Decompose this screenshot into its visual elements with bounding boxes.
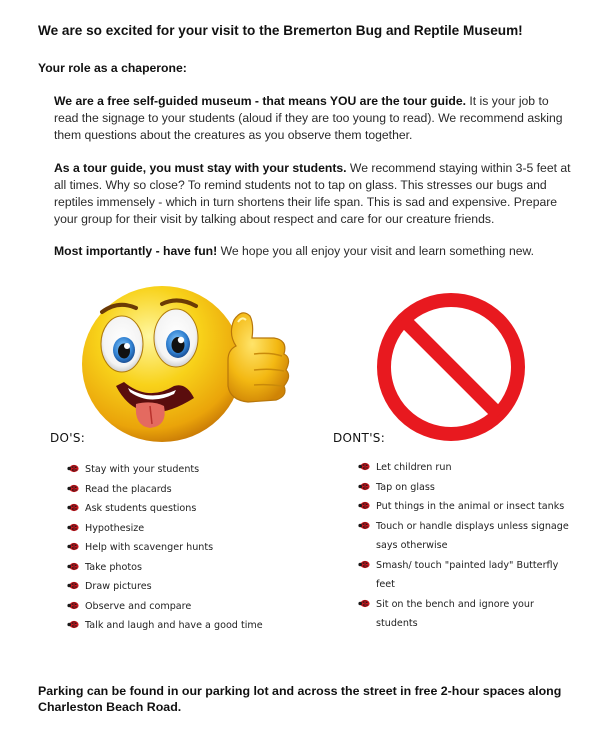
do-item-label: Stay with your students — [85, 464, 200, 475]
ladybug-bullet-icon — [67, 464, 79, 473]
do-item-label: Hypothesize — [85, 522, 145, 534]
do-item — [66, 502, 263, 522]
dont-item-label: Sit on the bench and ignore your — [376, 598, 534, 610]
ladybug-bullet-icon — [67, 484, 79, 493]
do-item — [66, 561, 263, 581]
ladybug-bullet-icon — [358, 521, 370, 530]
ladybug-bullet-icon — [67, 620, 79, 629]
parking-info: Parking can be found in our parking lot and across the street in free 2-hour spaces along Charleston Beach Road. — [38, 684, 562, 714]
intro-bold: We are a free self-guided museum - that means YOU are the tour guide. — [54, 94, 466, 108]
do-item-label: Ask students questions — [85, 503, 197, 514]
dont-item-label-continued: feet — [376, 578, 395, 590]
dos-list — [66, 463, 263, 639]
dont-item — [357, 461, 569, 481]
page-title: We are so excited for your visit to the Bremerton Bug and Reptile Museum! — [38, 23, 523, 38]
tour-guide-paragraph — [54, 160, 576, 228]
no-symbol-icon — [374, 290, 528, 444]
have-fun-bold: Most importantly - have fun! — [54, 244, 218, 258]
smiley-thumbs-up-icon — [78, 282, 296, 444]
tour-guide-text: We recommend staying within 3-5 feet at all times. Why so close? To remind students not to tap on glass. This stresses our bugs and reptiles immensely - which in turn shortens their life span. This is sad and expensive. Prepare your group for their visit by talking about respect and care for our creature friends. — [54, 161, 571, 226]
intro-paragraph — [54, 93, 576, 144]
do-item — [66, 463, 263, 483]
tour-guide-bold: As a tour guide, you must stay with your students. — [54, 161, 347, 175]
do-item-label: Talk and laugh and have a good time — [85, 620, 263, 631]
dont-item-label: Smash/ touch "painted lady" Butterfly — [376, 559, 559, 571]
ladybug-bullet-icon — [358, 599, 370, 608]
donts-list — [357, 461, 569, 637]
ladybug-bullet-icon — [358, 560, 370, 569]
do-item — [66, 580, 263, 600]
ladybug-bullet-icon — [358, 501, 370, 510]
donts-heading: DONT'S: — [333, 431, 386, 445]
do-item — [66, 541, 263, 561]
ladybug-bullet-icon — [67, 503, 79, 512]
do-item-label: Draw pictures — [85, 581, 152, 592]
dont-item-label: Tap on glass — [376, 481, 435, 493]
dont-item — [357, 481, 569, 501]
do-item — [66, 483, 263, 503]
ladybug-bullet-icon — [67, 542, 79, 551]
role-heading: Your role as a chaperone: — [38, 61, 187, 75]
dont-item — [357, 559, 569, 598]
do-item-label: Take photos — [85, 561, 142, 573]
do-item-label: Help with scavenger hunts — [85, 542, 214, 553]
have-fun-text: We hope you all enjoy your visit and learn something new. — [217, 244, 535, 258]
dont-item — [357, 500, 569, 520]
ladybug-bullet-icon — [67, 562, 79, 571]
dont-item-label: Put things in the animal or insect tanks — [376, 501, 565, 512]
dont-item-label-continued: students — [376, 617, 418, 629]
do-item-label: Read the placards — [85, 483, 172, 495]
do-item — [66, 619, 263, 639]
have-fun-paragraph — [54, 243, 576, 260]
do-item — [66, 600, 263, 620]
ladybug-bullet-icon — [358, 462, 370, 471]
intro-text: It is your job to read the signage to your students (aloud if they are too young to read). We recommend asking them questions about the creatures as you observe them together. — [54, 94, 563, 142]
dos-heading: DO'S: — [50, 431, 86, 445]
ladybug-bullet-icon — [67, 601, 79, 610]
dont-item — [357, 598, 569, 637]
dont-item — [357, 520, 569, 559]
do-item-label: Observe and compare — [85, 600, 192, 612]
ladybug-bullet-icon — [67, 581, 79, 590]
dont-item-label: Let children run — [376, 462, 452, 473]
dont-item-label: Touch or handle displays unless signage — [376, 520, 569, 532]
ladybug-bullet-icon — [358, 482, 370, 491]
dont-item-label-continued: says otherwise — [376, 539, 448, 551]
do-item — [66, 522, 263, 542]
ladybug-bullet-icon — [67, 523, 79, 532]
